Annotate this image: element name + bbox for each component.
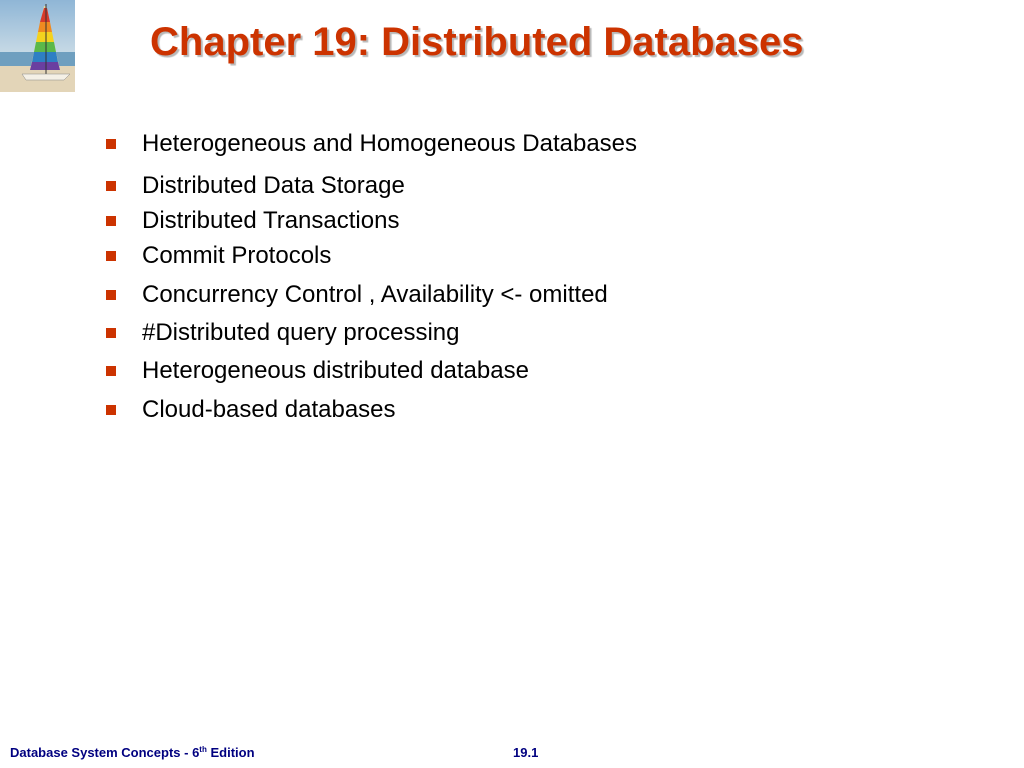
list-item — [106, 318, 460, 348]
square-bullet-icon — [106, 328, 116, 338]
slide-title: Chapter 19: Distributed Databases — [150, 20, 804, 64]
list-item — [106, 395, 396, 425]
sailboat-icon — [0, 0, 75, 92]
bullet-text: Cloud-based databases — [142, 396, 396, 423]
bullet-text: Concurrency Control , Availability <- omitted — [142, 281, 608, 308]
bullet-text: Distributed Data Storage — [142, 172, 405, 199]
footer-book-title — [10, 745, 255, 760]
square-bullet-icon — [106, 366, 116, 376]
bullet-text: Distributed Transactions — [142, 207, 400, 234]
list-item — [106, 171, 405, 201]
bullet-text: Commit Protocols — [142, 242, 332, 269]
square-bullet-icon — [106, 290, 116, 300]
bullet-text: #Distributed query processing — [142, 319, 460, 346]
square-bullet-icon — [106, 405, 116, 415]
square-bullet-icon — [106, 216, 116, 226]
footer-book-superscript: th — [199, 745, 207, 754]
list-item — [106, 356, 529, 386]
square-bullet-icon — [106, 251, 116, 261]
bullet-text: Heterogeneous and Homogeneous Databases — [142, 130, 638, 157]
footer-page-number: 19.1 — [513, 745, 539, 760]
footer-book-prefix: Database System Concepts - 6 — [10, 745, 200, 760]
footer-book-suffix: Edition — [206, 745, 255, 760]
list-item — [106, 241, 331, 271]
square-bullet-icon — [106, 181, 116, 191]
list-item — [106, 129, 637, 159]
square-bullet-icon — [106, 139, 116, 149]
bullet-text: Heterogeneous distributed database — [142, 357, 529, 384]
list-item — [106, 206, 399, 236]
list-item — [106, 280, 608, 310]
